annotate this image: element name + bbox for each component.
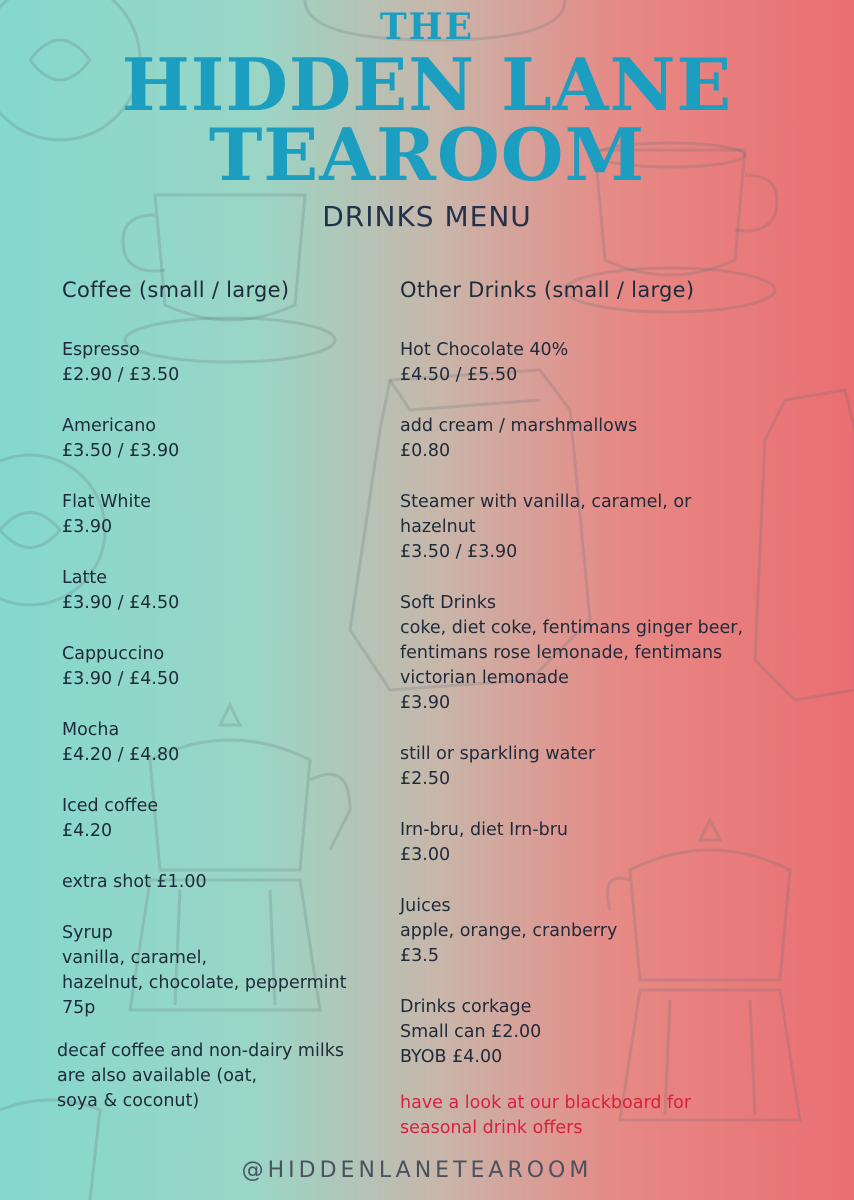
item-name: Latte (62, 568, 107, 588)
menu-item (400, 742, 840, 792)
item-detail: hazelnut, chocolate, peppermint (62, 973, 347, 993)
item-price: £3.00 (400, 845, 451, 865)
item-price: £4.50 / £5.50 (400, 365, 518, 385)
item-price: £4.20 (62, 821, 113, 841)
item-name: Drinks corkage (400, 997, 532, 1017)
note-line: are also available (oat, (57, 1066, 258, 1086)
item-detail: vanilla, caramel, (62, 948, 208, 968)
item-detail: coke, diet coke, fentimans ginger beer, (400, 618, 744, 638)
item-detail: fentimans rose lemonade, fentimans (400, 643, 723, 663)
dietary-note (57, 1039, 387, 1114)
item-name: Syrup (62, 923, 113, 943)
item-price: £3.50 / £3.90 (400, 542, 518, 562)
item-name: add cream / marshmallows (400, 416, 638, 436)
promo-line: have a look at our blackboard for (400, 1093, 692, 1113)
menu-item-extra-shot (62, 870, 382, 895)
menu-item-syrup (62, 921, 382, 1021)
menu-item (400, 591, 840, 716)
item-detail: apple, orange, cranberry (400, 921, 618, 941)
menu-item (62, 642, 382, 692)
seasonal-promo (400, 1091, 760, 1141)
other-drinks-heading: Other Drinks (small / large) (400, 278, 695, 302)
coffee-column (62, 278, 382, 1047)
item-name: Hot Chocolate 40% (400, 340, 569, 360)
menu-item (62, 794, 382, 844)
item-name: Cappuccino (62, 644, 165, 664)
item-price: £3.90 / £4.50 (62, 593, 180, 613)
note-line: decaf coffee and non-dairy milks (57, 1041, 344, 1061)
note-line: soya & coconut) (57, 1091, 200, 1111)
extra-shot-text: extra shot £1.00 (62, 872, 207, 892)
item-name: Irn-bru, diet Irn-bru (400, 820, 568, 840)
menu-item (400, 414, 840, 464)
item-price: £3.90 / £4.50 (62, 669, 180, 689)
item-price: £3.90 (62, 517, 113, 537)
coffee-cup-icon (0, 1100, 100, 1200)
promo-line: seasonal drink offers (400, 1118, 583, 1138)
social-handle: @HIDDENLANETEAROOM (241, 1158, 593, 1183)
item-name: Espresso (62, 340, 140, 360)
menu-item (62, 718, 382, 768)
item-price: £0.80 (400, 441, 451, 461)
coffee-heading: Coffee (small / large) (62, 278, 290, 302)
menu-item (400, 894, 840, 969)
menu-item (400, 490, 840, 565)
menu-item (62, 414, 382, 464)
item-name: Americano (62, 416, 156, 436)
item-name: Juices (400, 896, 451, 916)
item-price: £2.50 (400, 769, 451, 789)
item-name: still or sparkling water (400, 744, 596, 764)
item-price: 75p (62, 998, 96, 1018)
item-price: £3.5 (400, 946, 439, 966)
other-drinks-column (400, 278, 840, 1096)
menu-item (62, 338, 382, 388)
item-price: £3.90 (400, 693, 451, 713)
item-name: Flat White (62, 492, 151, 512)
item-name: Steamer with vanilla, caramel, or (400, 492, 692, 512)
item-name: Soft Drinks (400, 593, 496, 613)
item-detail: victorian lemonade (400, 668, 569, 688)
item-price: £2.90 / £3.50 (62, 365, 180, 385)
title-hidden-lane: HIDDEN LANE (121, 42, 733, 127)
item-name: Iced coffee (62, 796, 159, 816)
item-price: £4.20 / £4.80 (62, 745, 180, 765)
title-tearoom: TEAROOM (208, 112, 646, 197)
menu-item (400, 818, 840, 868)
item-name: Mocha (62, 720, 120, 740)
item-detail: Small can £2.00 (400, 1022, 542, 1042)
item-price: £3.50 / £3.90 (62, 441, 180, 461)
item-name: hazelnut (400, 517, 476, 537)
menu-subtitle: DRINKS MENU (322, 200, 532, 233)
item-detail: BYOB £4.00 (400, 1047, 503, 1067)
title-the: THE (379, 6, 475, 48)
menu-item (62, 566, 382, 616)
menu-item (62, 490, 382, 540)
menu-item (400, 995, 840, 1070)
menu-item (400, 338, 840, 388)
